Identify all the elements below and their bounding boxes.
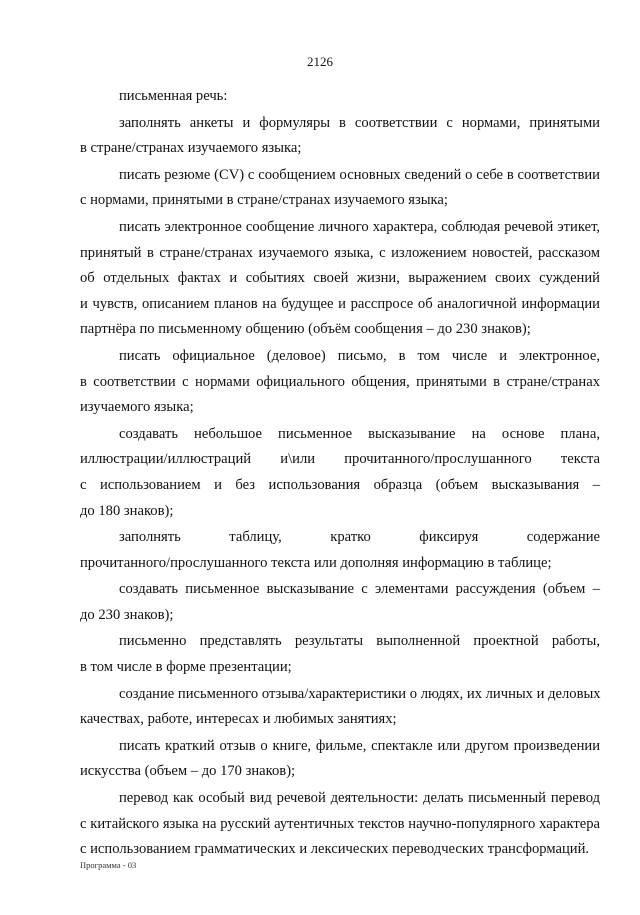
paragraph-write-short-review — [80, 734, 600, 785]
paragraph-translation — [80, 786, 600, 863]
page-number: 2126 — [307, 54, 333, 69]
text-line: с нормами, принятыми в стране/странах изучаемого языка; — [80, 192, 448, 209]
text-line: изучаемого языка; — [80, 399, 194, 416]
text-line: создавать письменное высказывание с элементами рассуждения (объем – — [119, 581, 600, 598]
text-line: в соответствии с нормами официального общения, принятыми в стране/странах — [80, 373, 600, 390]
paragraph-write-official-letter — [80, 344, 600, 421]
text-line: писать резюме (CV) с сообщением основных сведений о себе в соответствии — [119, 166, 600, 183]
document-body — [80, 84, 600, 863]
text-line: писать краткий отзыв о книге, фильме, спектакле или другом произведении — [119, 737, 600, 754]
paragraph-create-short-written — [80, 422, 600, 524]
text-line: письменно представлять результаты выполненной проектной работы, — [119, 633, 600, 650]
text-line: с использованием грамматических и лексических переводческих трансформаций. — [80, 841, 590, 858]
text-line: до 230 знаков); — [80, 606, 174, 623]
text-line: принятый в стране/странах изучаемого языка, с изложением новостей, рассказом — [80, 244, 600, 261]
text-line: писать официальное (деловое) письмо, в том числе и электронное, — [119, 347, 600, 364]
text-line: с китайского языка на русский аутентичных текстов научно-популярного характера — [80, 815, 600, 832]
text-line: заполнять анкеты и формуляры в соответствии с нормами, принятыми — [119, 114, 600, 131]
paragraph-fill-table — [80, 525, 600, 576]
paragraph-write-review-people — [80, 682, 600, 733]
paragraph-present-project — [80, 629, 600, 680]
text-line: в том числе в форме презентации; — [80, 659, 292, 676]
text-line: перевод как особый вид речевой деятельности: делать письменный перевод — [119, 790, 600, 807]
paragraph-written-speech-heading — [80, 84, 600, 110]
text-line: до 180 знаков); — [80, 502, 174, 519]
paragraph-create-reasoning — [80, 577, 600, 628]
text-line: писать электронное сообщение личного характера, соблюдая речевой этикет, — [119, 218, 600, 235]
text-line: партнёра по письменному общению (объём сообщения – до 230 знаков); — [80, 321, 531, 338]
text-line: с использованием и без использования образца (объем высказывания – — [80, 476, 600, 493]
page-footer: Программа - 03 — [80, 860, 137, 870]
text-line: создавать небольшое письменное высказывание на основе плана, — [119, 425, 600, 442]
text-line: об отдельных фактах и событиях своей жизни, выражением своих суждений — [80, 270, 600, 287]
text-line: в стране/странах изучаемого языка; — [80, 140, 302, 157]
paragraph-write-personal-email — [80, 215, 600, 343]
text-line: иллюстрации/иллюстраций и\или прочитанного/прослушанного текста — [80, 451, 600, 468]
text-line: заполнять таблицу, кратко фиксируя содержание — [119, 529, 600, 546]
text-line: письменная речь: — [119, 88, 228, 104]
paragraph-write-cv — [80, 163, 600, 214]
text-line: и чувств, описанием планов на будущее и расспросе об аналогичной информации — [80, 295, 600, 312]
text-line: создание письменного отзыва/характеристики о людях, их личных и деловых — [119, 685, 601, 702]
text-line: прочитанного/прослушанного текста или дополняя информацию в таблице; — [80, 554, 552, 571]
paragraph-fill-forms — [80, 111, 600, 162]
text-line: качествах, работе, интересах и любимых занятиях; — [80, 711, 397, 728]
text-line: искусства (объем – до 170 знаков); — [80, 763, 296, 780]
